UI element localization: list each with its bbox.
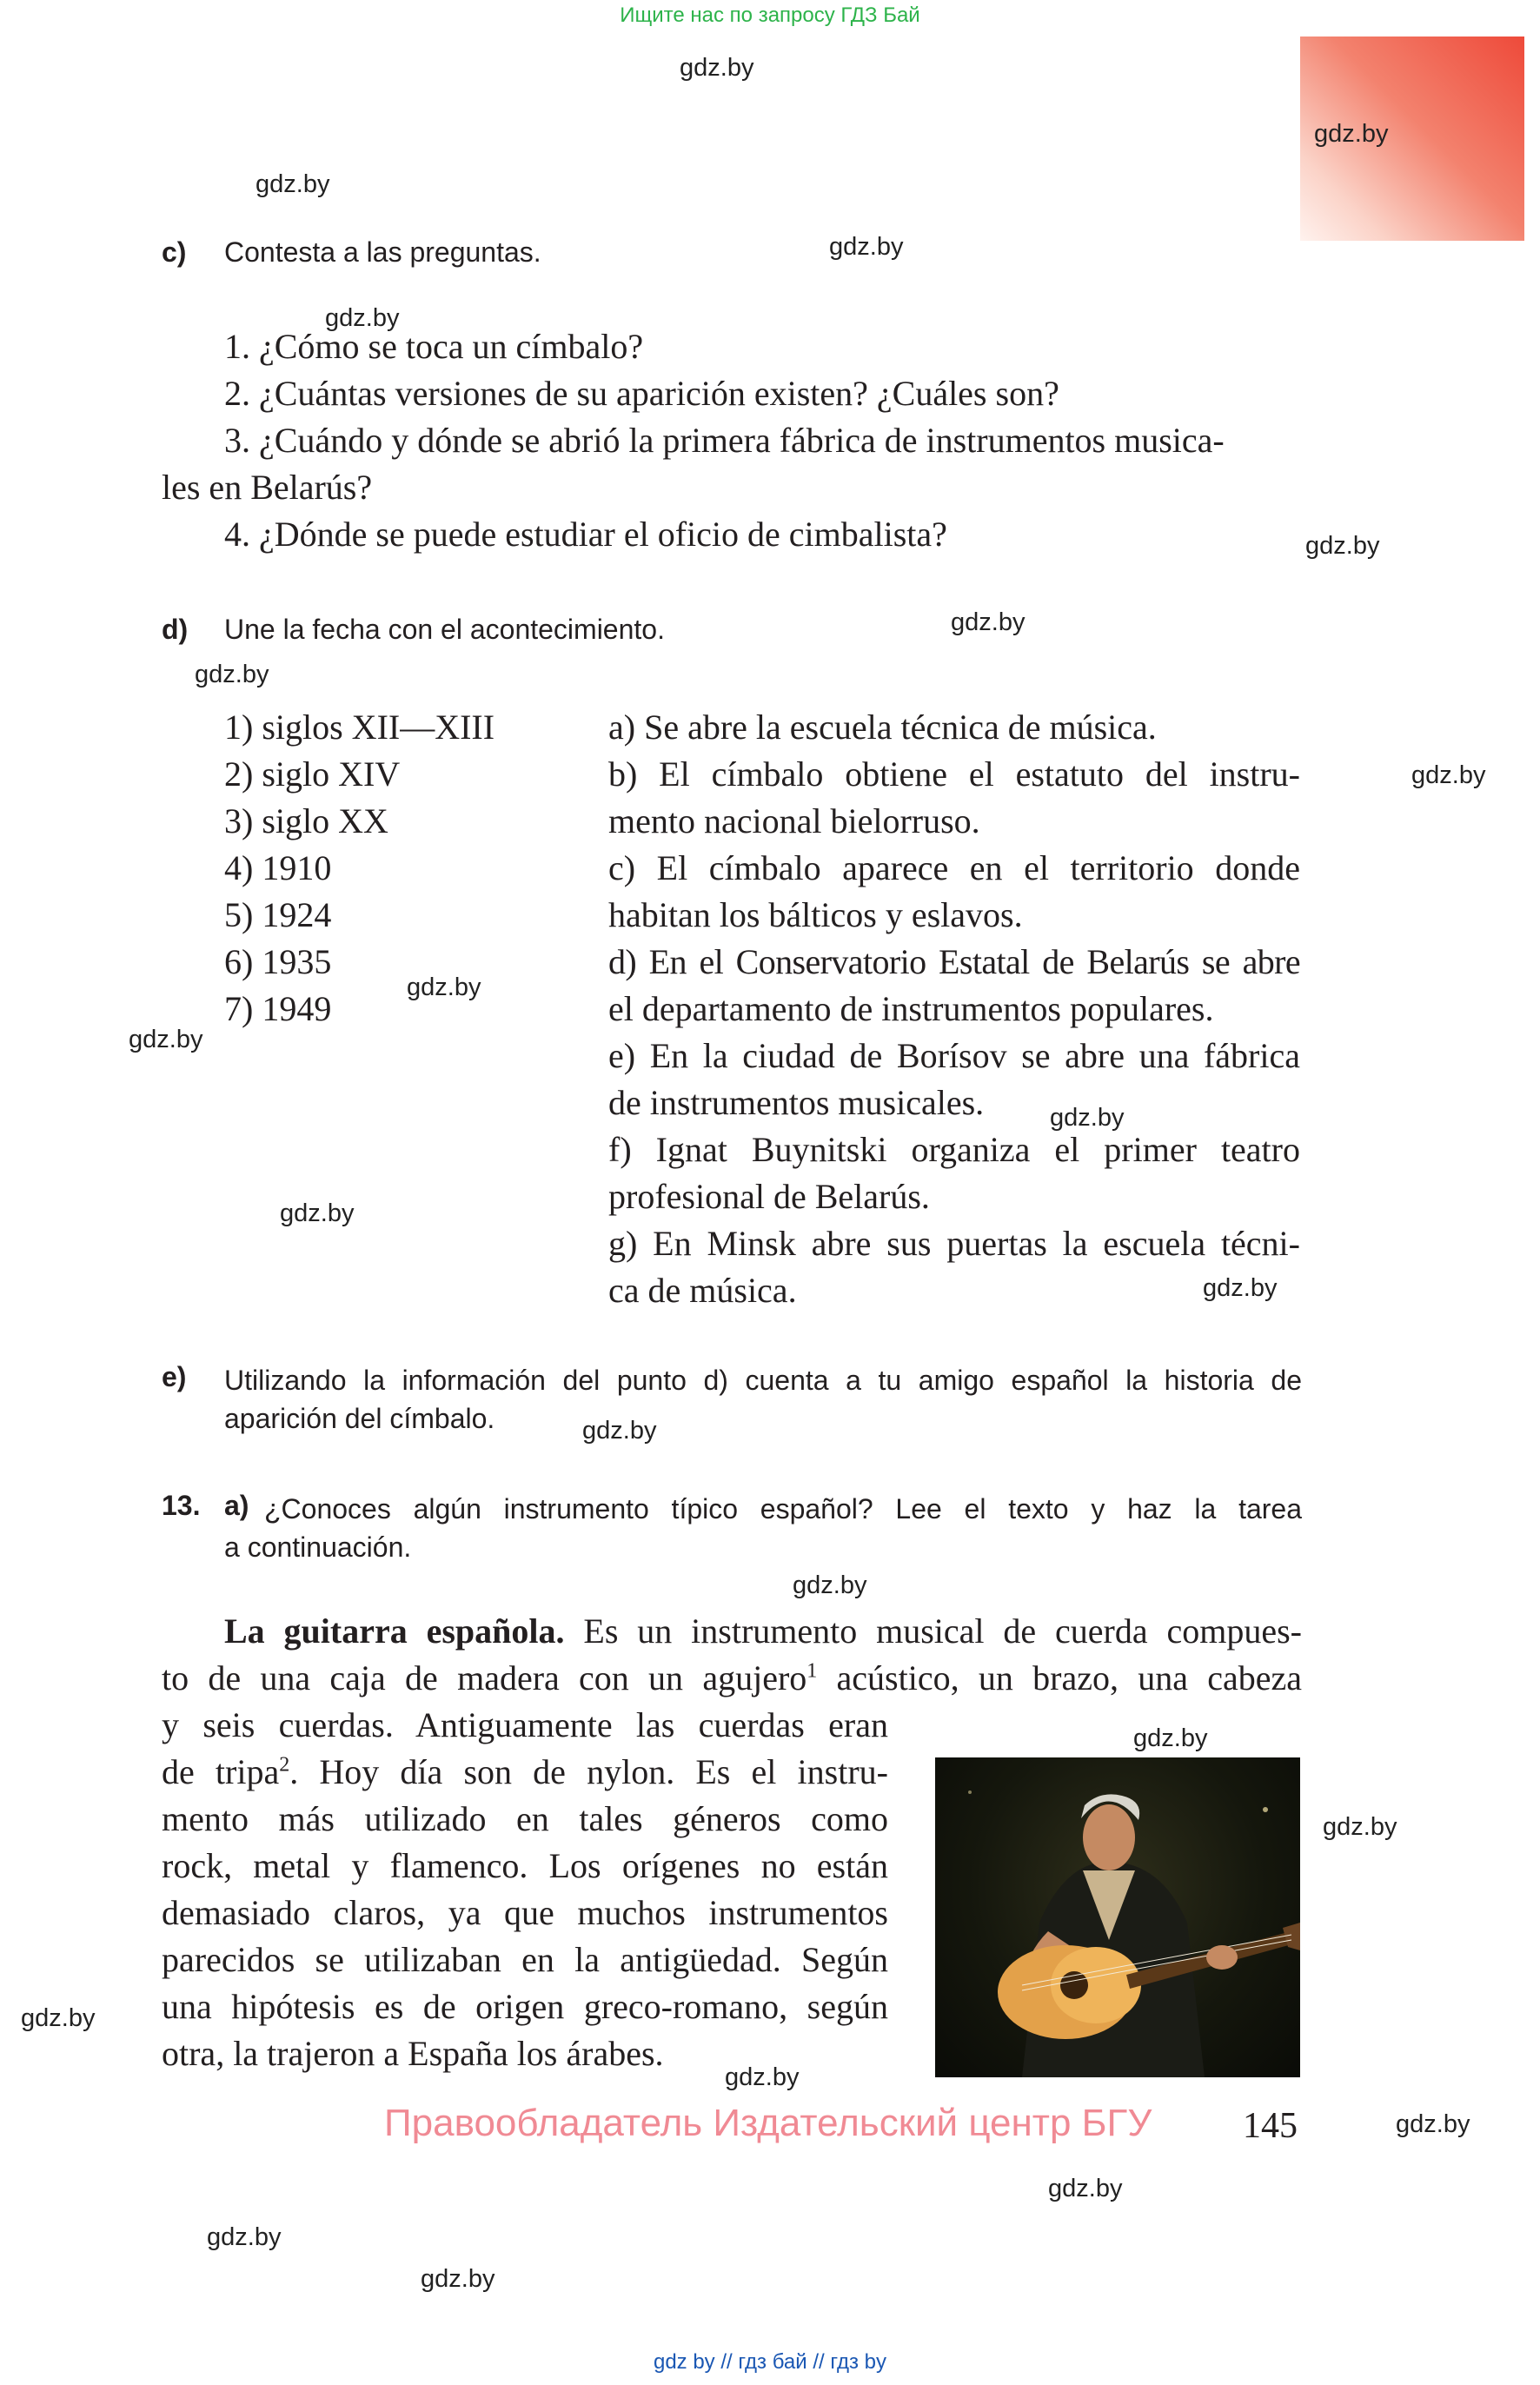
exercise-13-text: [224, 1490, 1302, 1566]
date-item: 4) 1910: [224, 848, 332, 887]
section-e-text: [224, 1361, 1302, 1438]
watermark: gdz.by: [1133, 1724, 1208, 1752]
date-item: 2) siglo XIV: [224, 754, 401, 794]
exercise-13-line: a continuación.: [224, 1531, 412, 1563]
event-line: mento nacional bielorruso.: [608, 801, 980, 840]
copyright-note: Правообладатель Издательский центр БГУ: [384, 2102, 1152, 2144]
watermark: gdz.by: [256, 170, 330, 198]
watermark: gdz.by: [325, 304, 400, 332]
guitarist-illustration: [935, 1757, 1300, 2077]
watermark: gdz.by: [207, 2223, 282, 2251]
article-title: La guitarra española.: [224, 1611, 565, 1651]
question-3: 3. ¿Cuándo y dónde se abrió la primera fábrica de instrumentos musica-: [224, 421, 1225, 460]
date-item: 1) siglos XII—XIII: [224, 708, 495, 747]
article-line: otra, la trajeron a España los árabes.: [162, 2034, 664, 2073]
footnote-marker: 2: [279, 1753, 290, 1777]
question-1: 1. ¿Cómo se toca un címbalo?: [224, 327, 644, 366]
watermark: gdz.by: [21, 2004, 96, 2032]
event-line: f) Ignat Buynitski organiza el primer teatro: [608, 1130, 1300, 1169]
watermark: gdz.by: [829, 233, 904, 261]
event-line: d) En el Conservatorio Estatal de Belarús se abre: [608, 942, 1300, 981]
article-body: [162, 1702, 888, 2077]
watermark: gdz.by: [1323, 1813, 1397, 1841]
footnote-marker: 1: [807, 1659, 818, 1683]
watermark: gdz.by: [1203, 1274, 1278, 1302]
section-c-header: [162, 236, 186, 269]
watermark: gdz.by: [195, 661, 269, 688]
article-line: una hipótesis es de origen greco-romano, según: [162, 1987, 888, 2026]
section-d-label: d): [162, 614, 189, 645]
section-e-line: Utilizando la información del punto d) cuenta a tu amigo español la historia de: [224, 1365, 1302, 1396]
watermark: gdz.by: [582, 1417, 657, 1445]
exercise-number: 13.: [162, 1490, 201, 1521]
event-line: a) Se abre la escuela técnica de música.: [608, 708, 1157, 747]
date-item: 3) siglo XX: [224, 801, 388, 840]
guitarist-photo: [935, 1757, 1300, 2077]
event-line: c) El címbalo aparece en el territorio donde: [608, 848, 1300, 887]
watermark: gdz.by: [1050, 1104, 1125, 1132]
watermark: gdz.by: [129, 1026, 203, 1053]
section-c-instruction: Contesta a las preguntas.: [224, 236, 541, 268]
watermark: gdz.by: [421, 2265, 495, 2293]
section-e-label: e): [162, 1361, 187, 1392]
section-c-label: c): [162, 236, 187, 268]
section-e-line: aparición del címbalo.: [224, 1403, 495, 1434]
article-line: de tripa$^2$. Hoy día son de nylon. Es el instru-: [162, 1752, 888, 1791]
watermark: gdz.by: [407, 973, 481, 1001]
event-line: habitan los bálticos y eslavos.: [608, 895, 1023, 934]
event-line: e) En la ciudad de Borísov se abre una fábrica: [608, 1036, 1300, 1075]
question-3-cont: les en Belarús?: [162, 468, 373, 507]
watermark: gdz.by: [1411, 761, 1486, 789]
article-line: to de una caja de madera con un agujero$^1$ acústico, un brazo, una cabeza: [162, 1658, 1302, 1697]
event-line: ca de música.: [608, 1271, 797, 1310]
date-item: 7) 1949: [224, 989, 332, 1028]
header-note: Ищите нас по запросу ГДЗ Бай: [620, 3, 920, 27]
event-line: de instrumentos musicales.: [608, 1083, 985, 1122]
article-line: demasiado claros, ya que muchos instrumentos: [162, 1893, 888, 1932]
watermark: gdz.by: [793, 1571, 867, 1599]
watermark: gdz.by: [951, 608, 1026, 636]
section-d-instruction: Une la fecha con el acontecimiento.: [224, 614, 665, 645]
event-list: [608, 704, 1300, 1314]
date-item: 6) 1935: [224, 942, 332, 981]
watermark: gdz.by: [1048, 2175, 1123, 2202]
article-line: La guitarra española. Es un instrumento musical de cuerda compues-: [224, 1611, 1302, 1651]
date-list: [224, 704, 495, 1033]
page-number: 145: [1243, 2106, 1298, 2146]
exercise-13-line: ¿Conoces algún instrumento típico español? Lee el texto y haz la tarea: [264, 1493, 1302, 1525]
watermark: gdz.by: [1305, 532, 1380, 560]
article-line: rock, metal y flamenco. Los orígenes no están: [162, 1846, 888, 1885]
exercise-13-label: a): [224, 1490, 249, 1521]
event-line: g) En Minsk abre sus puertas la escuela técni-: [608, 1224, 1300, 1263]
article-line: mento más utilizado en tales géneros como: [162, 1799, 888, 1838]
bottom-note: gdz by // гдз бай // гдз by: [653, 2350, 887, 2374]
watermark: gdz.by: [1314, 120, 1389, 148]
event-line: el departamento de instrumentos populares.: [608, 989, 1214, 1028]
watermark: gdz.by: [725, 2063, 800, 2091]
article-top: [162, 1608, 1302, 1702]
question-2: 2. ¿Cuántas versiones de su aparición existen? ¿Cuáles son?: [224, 374, 1059, 413]
event-line: b) El címbalo obtiene el estatuto del instru-: [608, 754, 1300, 794]
question-4: 4. ¿Dónde se puede estudiar el oficio de cimbalista?: [224, 515, 947, 554]
event-line: profesional de Belarús.: [608, 1177, 930, 1216]
watermark: gdz.by: [1396, 2110, 1470, 2138]
watermark: gdz.by: [280, 1199, 355, 1227]
watermark: gdz.by: [680, 54, 754, 82]
article-line: parecidos se utilizaban en la antigüedad. Según: [162, 1940, 888, 1979]
date-item: 5) 1924: [224, 895, 332, 934]
article-line: y seis cuerdas. Antiguamente las cuerdas eran: [162, 1705, 888, 1744]
